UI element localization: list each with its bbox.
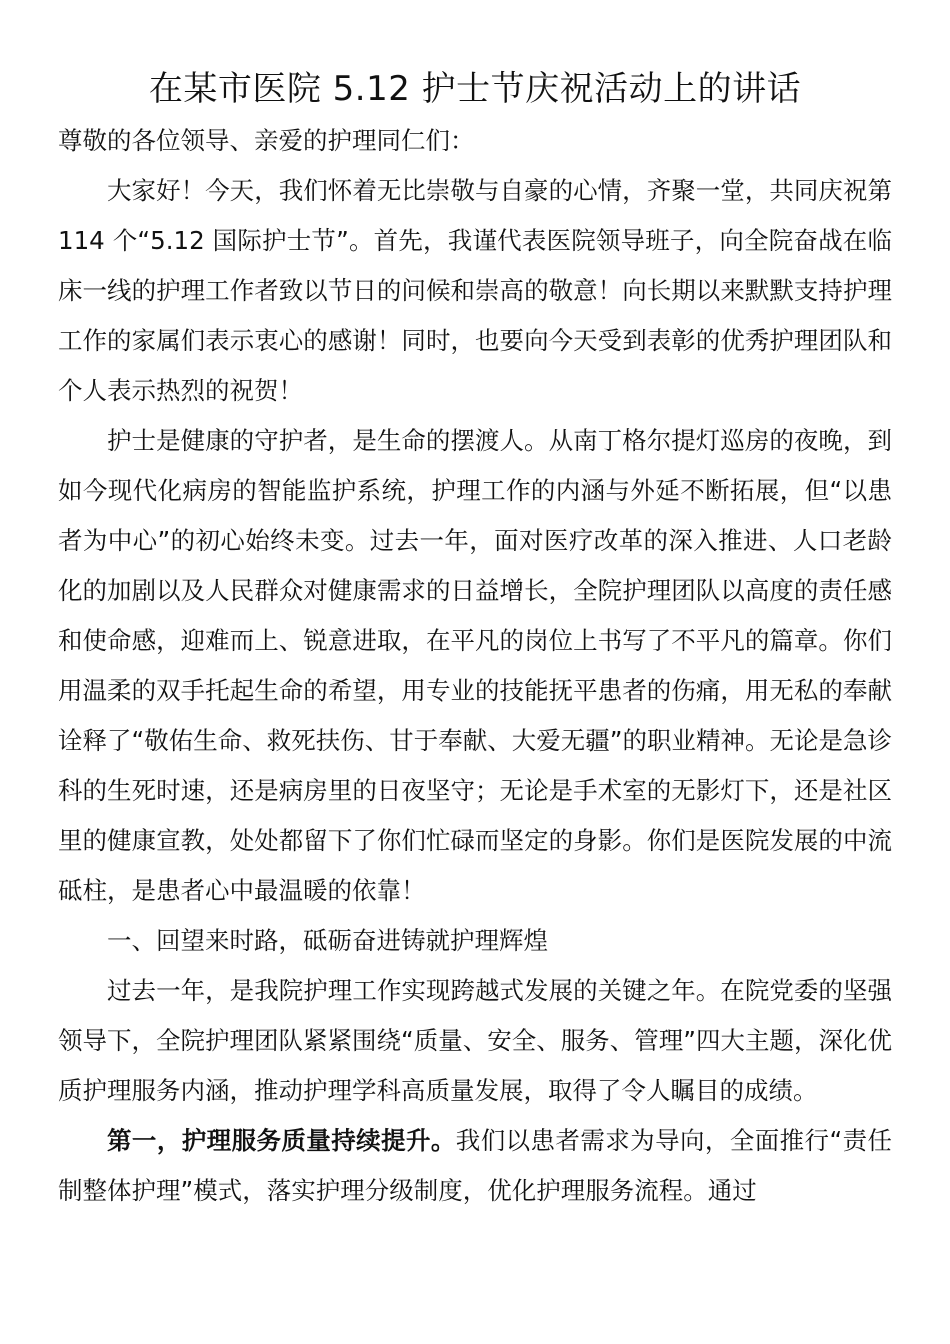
paragraph-opening: 大家好！今天，我们怀着无比崇敬与自豪的心情，齐聚一堂，共同庆祝第 114 个“5.12 国际护士节”。首先，我谨代表医院领导班子，向全院奋战在临床一线的护理工作者致以节日的问候和崇高的敬意！向长期以来默默支持护理工作的家属们表示衷心的感谢！同时，也要向今天受到表彰的优秀护理团队和个人表示热烈的祝贺！ [58,176,892,405]
section-heading-1: 一、回望来时路，砥砺奋进铸就护理辉煌 [107,926,548,955]
paragraph-past-year: 过去一年，是我院护理工作实现跨越式发展的关键之年。在院党委的坚强领导下，全院护理团队紧紧围绕“质量、安全、服务、管理”四大主题，深化优质护理服务内涵，推动护理学科高质量发展，取得了令人瞩目的成绩。 [58,976,892,1105]
paragraph-nurses-role: 护士是健康的守护者，是生命的摆渡人。从南丁格尔提灯巡房的夜晚，到如今现代化病房的智能监护系统，护理工作的内涵与外延不断拓展，但“以患者为中心”的初心始终未变。过去一年，面对医疗改革的深入推进、人口老龄化的加剧以及人民群众对健康需求的日益增长，全院护理团队以高度的责任感和使命感，迎难而上、锐意进取，在平凡的岗位上书写了不平凡的篇章。你们用温柔的双手托起生命的希望，用专业的技能抚平患者的伤痛，用无私的奉献诠释了“敬佑生命、救死扶伤、甘于奉献、大爱无疆”的职业精神。无论是急诊科的生死时速，还是病房里的日夜坚守；无论是手术室的无影灯下，还是社区里的健康宣教，处处都留下了你们忙碌而坚定的身影。你们是医院发展的中流砥柱，是患者心中最温暖的依靠！ [58,426,892,905]
first-point-lead: 第一，护理服务质量持续提升。 [107,1126,456,1155]
document-title: 在某市医院 5.12 护士节庆祝活动上的讲话 [148,69,802,109]
paragraph-first-point [58,1116,892,1216]
document-page [58,62,892,1216]
first-point-body: 我们以患者需求为导向，全面推行“责任制整体护理”模式，落实护理分级制度，优化护理服务流程。通过 [58,1126,892,1205]
greeting: 尊敬的各位领导、亲爱的护理同仁们： [58,126,475,155]
